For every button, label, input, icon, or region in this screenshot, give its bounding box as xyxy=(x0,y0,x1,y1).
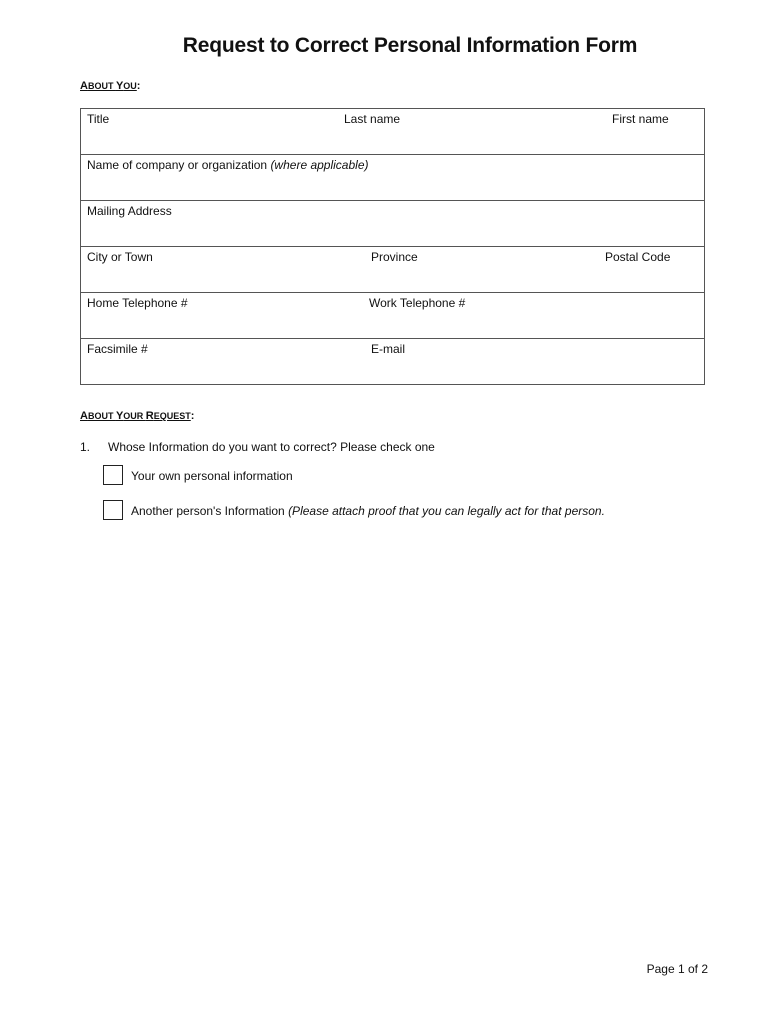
heading-letter: A xyxy=(80,410,88,422)
heading-letters: OU xyxy=(123,81,137,91)
about-you-heading xyxy=(80,80,140,92)
another-person-label xyxy=(131,504,605,518)
about-you-heading-text xyxy=(80,80,137,92)
telephone-row xyxy=(81,293,704,339)
heading-letters: BOUT xyxy=(87,81,116,91)
personal-info-table xyxy=(80,108,705,385)
heading-letters: EQUEST xyxy=(153,411,191,421)
heading-letters: OUR xyxy=(123,411,146,421)
mailing-address-row xyxy=(81,201,704,247)
about-request-heading xyxy=(80,410,194,422)
home-telephone-field-label: Home Telephone # xyxy=(87,296,188,310)
facsimile-field-label: Facsimile # xyxy=(87,342,148,356)
another-person-checkbox[interactable] xyxy=(103,500,123,520)
postal-code-field-label: Postal Code xyxy=(605,250,671,264)
first-name-field-label: First name xyxy=(612,112,669,126)
city-field-label: City or Town xyxy=(87,250,153,264)
company-field-label xyxy=(87,158,369,172)
form-title: Request to Correct Personal Information Form xyxy=(182,34,638,57)
name-row xyxy=(81,109,704,155)
company-label-note: (where applicable) xyxy=(270,158,369,172)
heading-colon: : xyxy=(190,410,195,422)
another-person-label-note: (Please attach proof that you can legally act for that person. xyxy=(288,504,605,518)
email-field-label: E-mail xyxy=(371,342,406,356)
last-name-field-label: Last name xyxy=(344,112,401,126)
company-row xyxy=(81,155,704,201)
heading-letter: Y xyxy=(115,410,124,422)
another-person-label-text: Another person's Information xyxy=(131,504,285,518)
question-text: Whose Information do you want to correct? Please check one xyxy=(108,440,435,454)
heading-letter: R xyxy=(145,410,154,422)
mailing-address-field-label: Mailing Address xyxy=(87,204,172,218)
province-field-label: Province xyxy=(371,250,418,264)
about-request-heading-text xyxy=(80,410,191,422)
company-label-text: Name of company or organization xyxy=(87,158,268,172)
own-information-label: Your own personal information xyxy=(131,469,293,483)
location-row xyxy=(81,247,704,293)
heading-letter: Y xyxy=(115,80,124,92)
fax-email-row xyxy=(81,339,704,384)
page-number: Page 1 of 2 xyxy=(646,962,708,976)
heading-colon: : xyxy=(136,80,141,92)
own-information-checkbox[interactable] xyxy=(103,465,123,485)
heading-letter: A xyxy=(80,80,88,92)
work-telephone-field-label: Work Telephone # xyxy=(369,296,466,310)
heading-letters: BOUT xyxy=(87,411,116,421)
question-number: 1. xyxy=(80,440,91,454)
title-field-label: Title xyxy=(87,112,110,126)
